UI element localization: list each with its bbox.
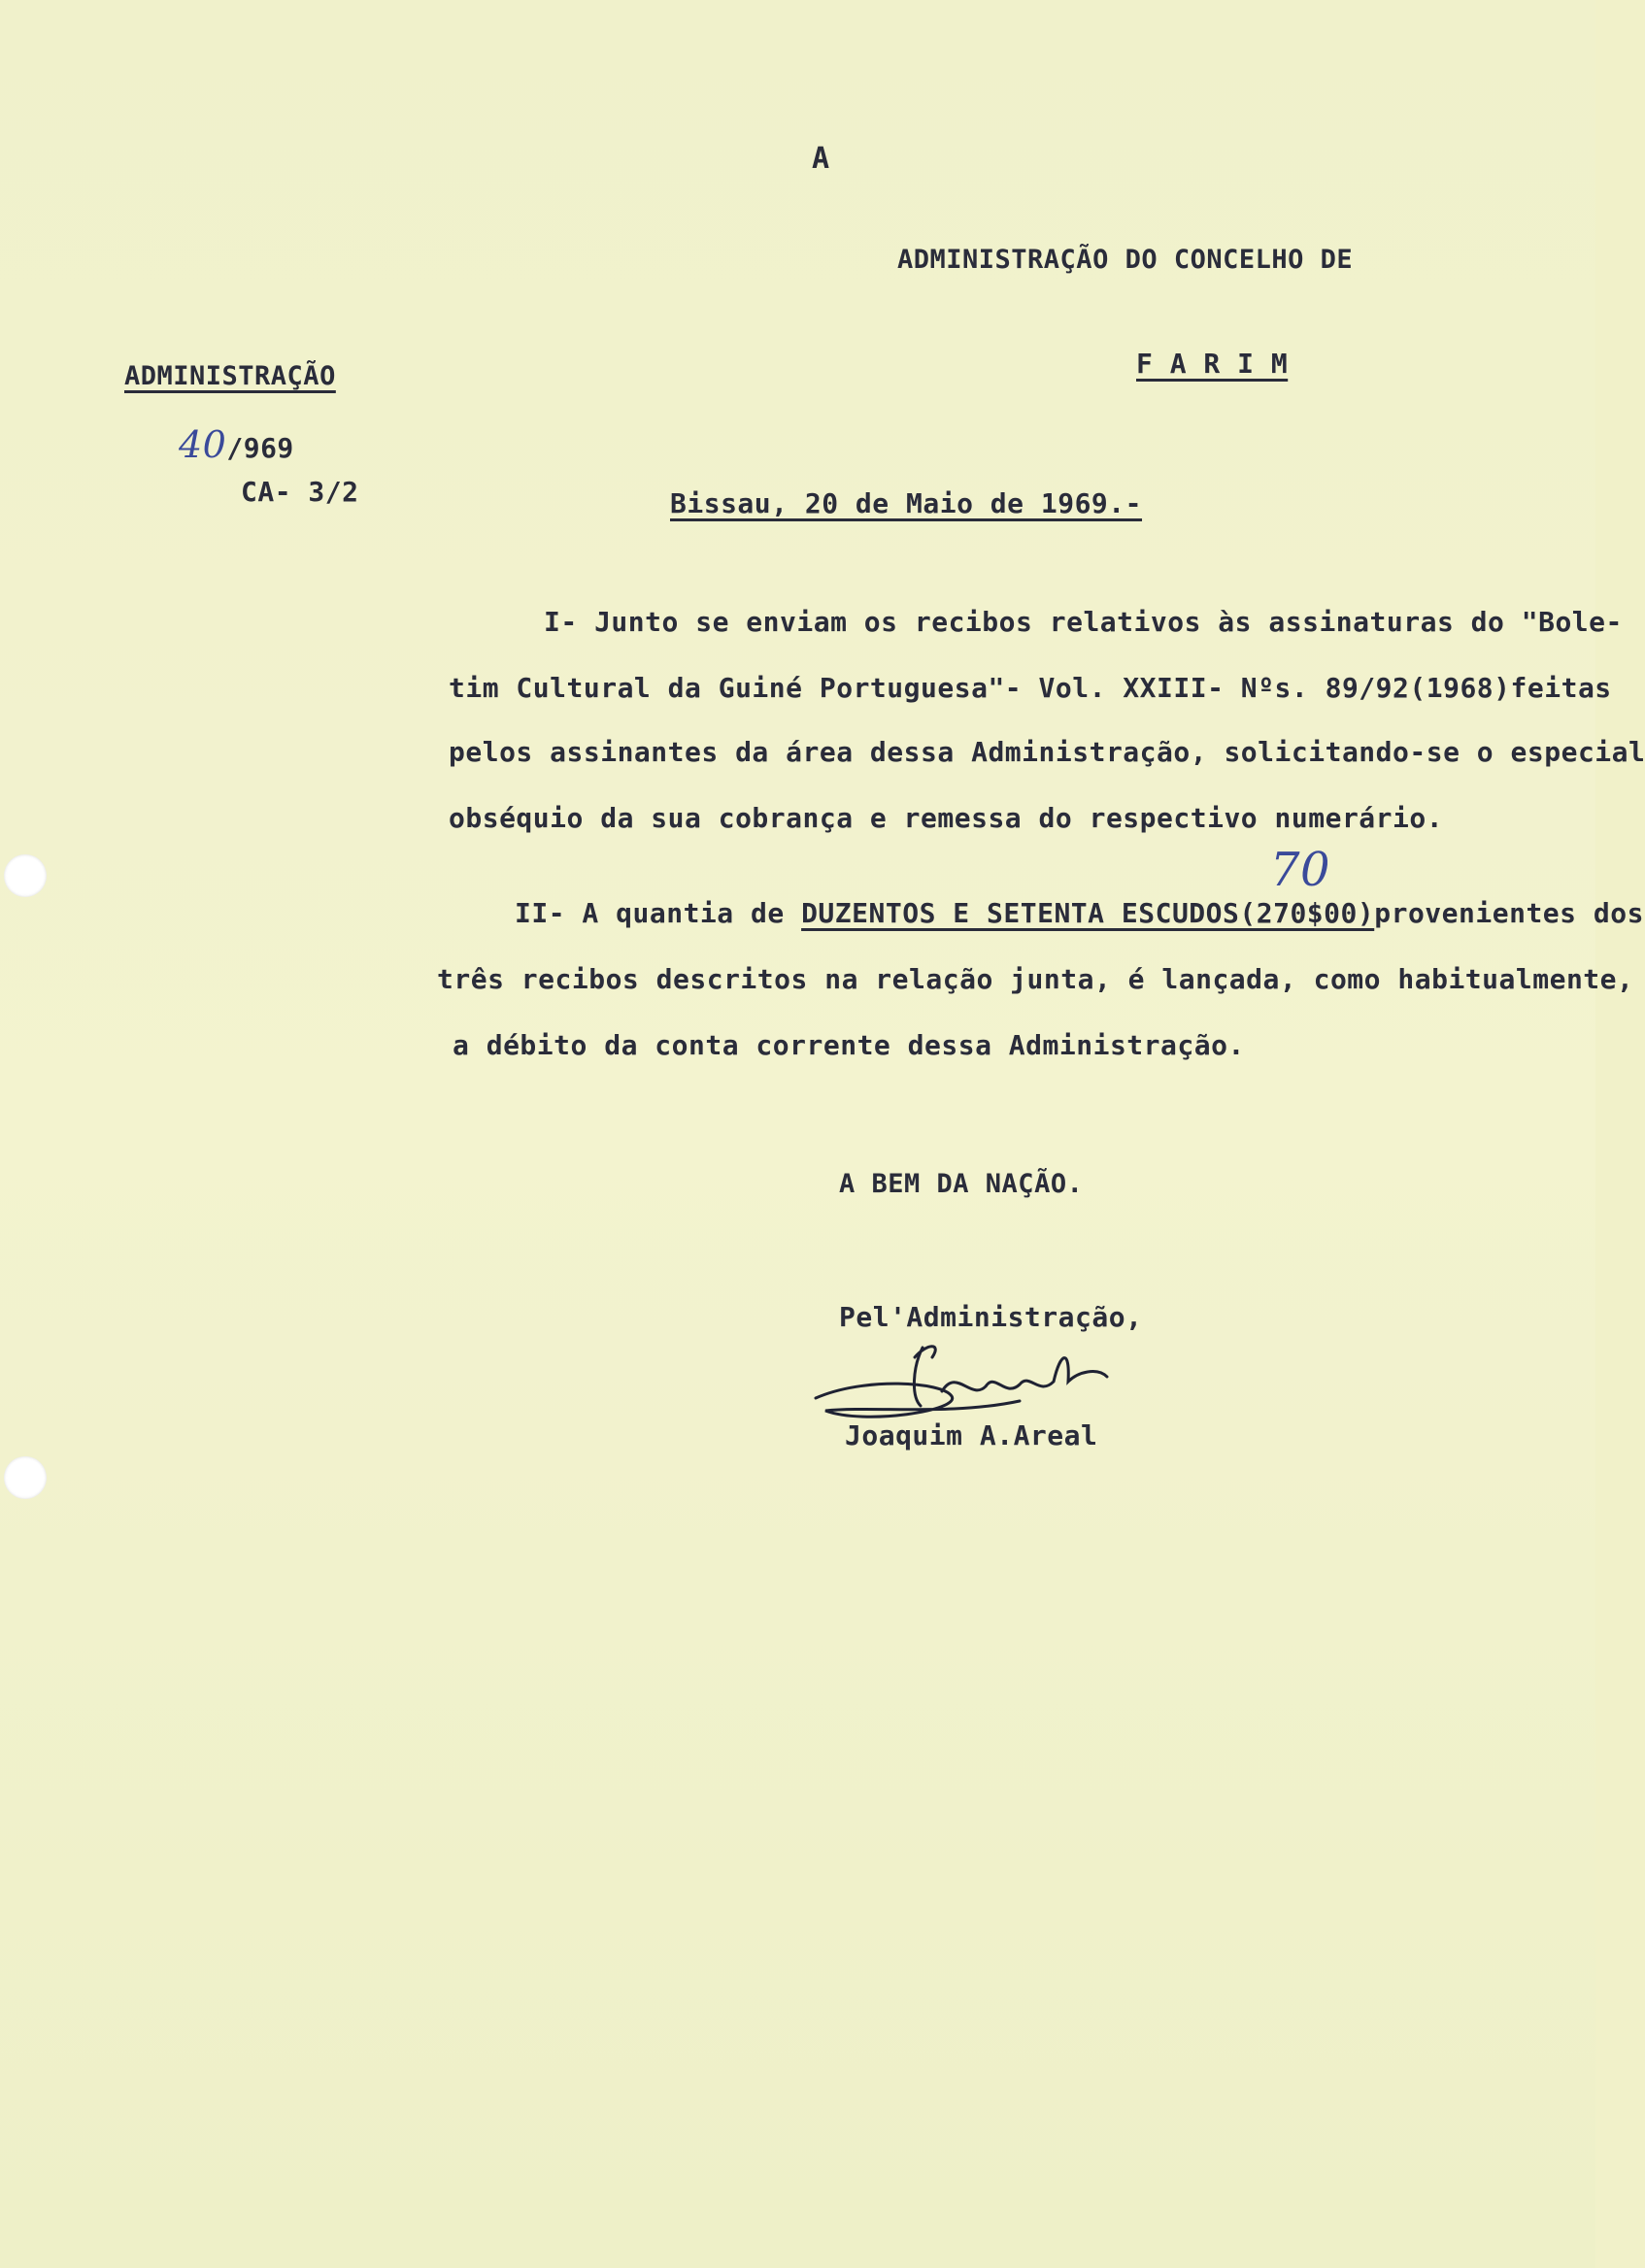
reference-number-typed: /969 [226, 432, 294, 464]
paragraph-1-line-3: pelos assinantes da área dessa Administração, solicitando-se o especial [449, 736, 1645, 768]
punch-hole-top [4, 854, 47, 897]
signature-name: Joaquim A.Areal [845, 1419, 1098, 1451]
recipient-line-1: ADMINISTRAÇÃO DO CONCELHO DE [897, 245, 1354, 275]
reference-number [179, 423, 294, 466]
paragraph-1-line-1: I- Junto se enviam os recibos relativos às assinaturas do "Bole- [544, 606, 1623, 638]
reference-code: CA- 3/2 [241, 476, 359, 508]
closing: A BEM DA NAÇÃO. [839, 1169, 1084, 1199]
paragraph-1-line-4: obséquio da sua cobrança e remessa do respectivo numerário. [449, 802, 1444, 834]
recipient-line-2: F A R I M [1136, 348, 1289, 380]
reference-department: ADMINISTRAÇÃO [124, 361, 336, 391]
paragraph-1-line-2: tim Cultural da Guiné Portuguesa"- Vol. XXIII- Nºs. 89/92(1968)feitas [449, 672, 1612, 704]
paragraph-2-line-1 [515, 897, 1644, 929]
paragraph-2-line-2: três recibos descritos na relação junta, é lançada, como habitualmente, [437, 963, 1634, 995]
addressee-prefix: A [812, 142, 830, 176]
date-line: Bissau, 20 de Maio de 1969.- [670, 487, 1143, 519]
paragraph-2-rest: provenientes dos [1374, 897, 1644, 929]
paragraph-2-line-3: a débito da conta corrente dessa Administração. [453, 1029, 1245, 1061]
amount-text: DUZENTOS E SETENTA ESCUDOS(270$00) [801, 897, 1375, 929]
handwritten-annotation: 70 [1270, 843, 1331, 897]
signature-prefix: Pel'Administração, [839, 1301, 1143, 1333]
reference-number-handwritten: 40 [179, 423, 227, 466]
punch-hole-bottom [4, 1456, 47, 1499]
paragraph-2-lead: II- A quantia de [515, 897, 802, 929]
